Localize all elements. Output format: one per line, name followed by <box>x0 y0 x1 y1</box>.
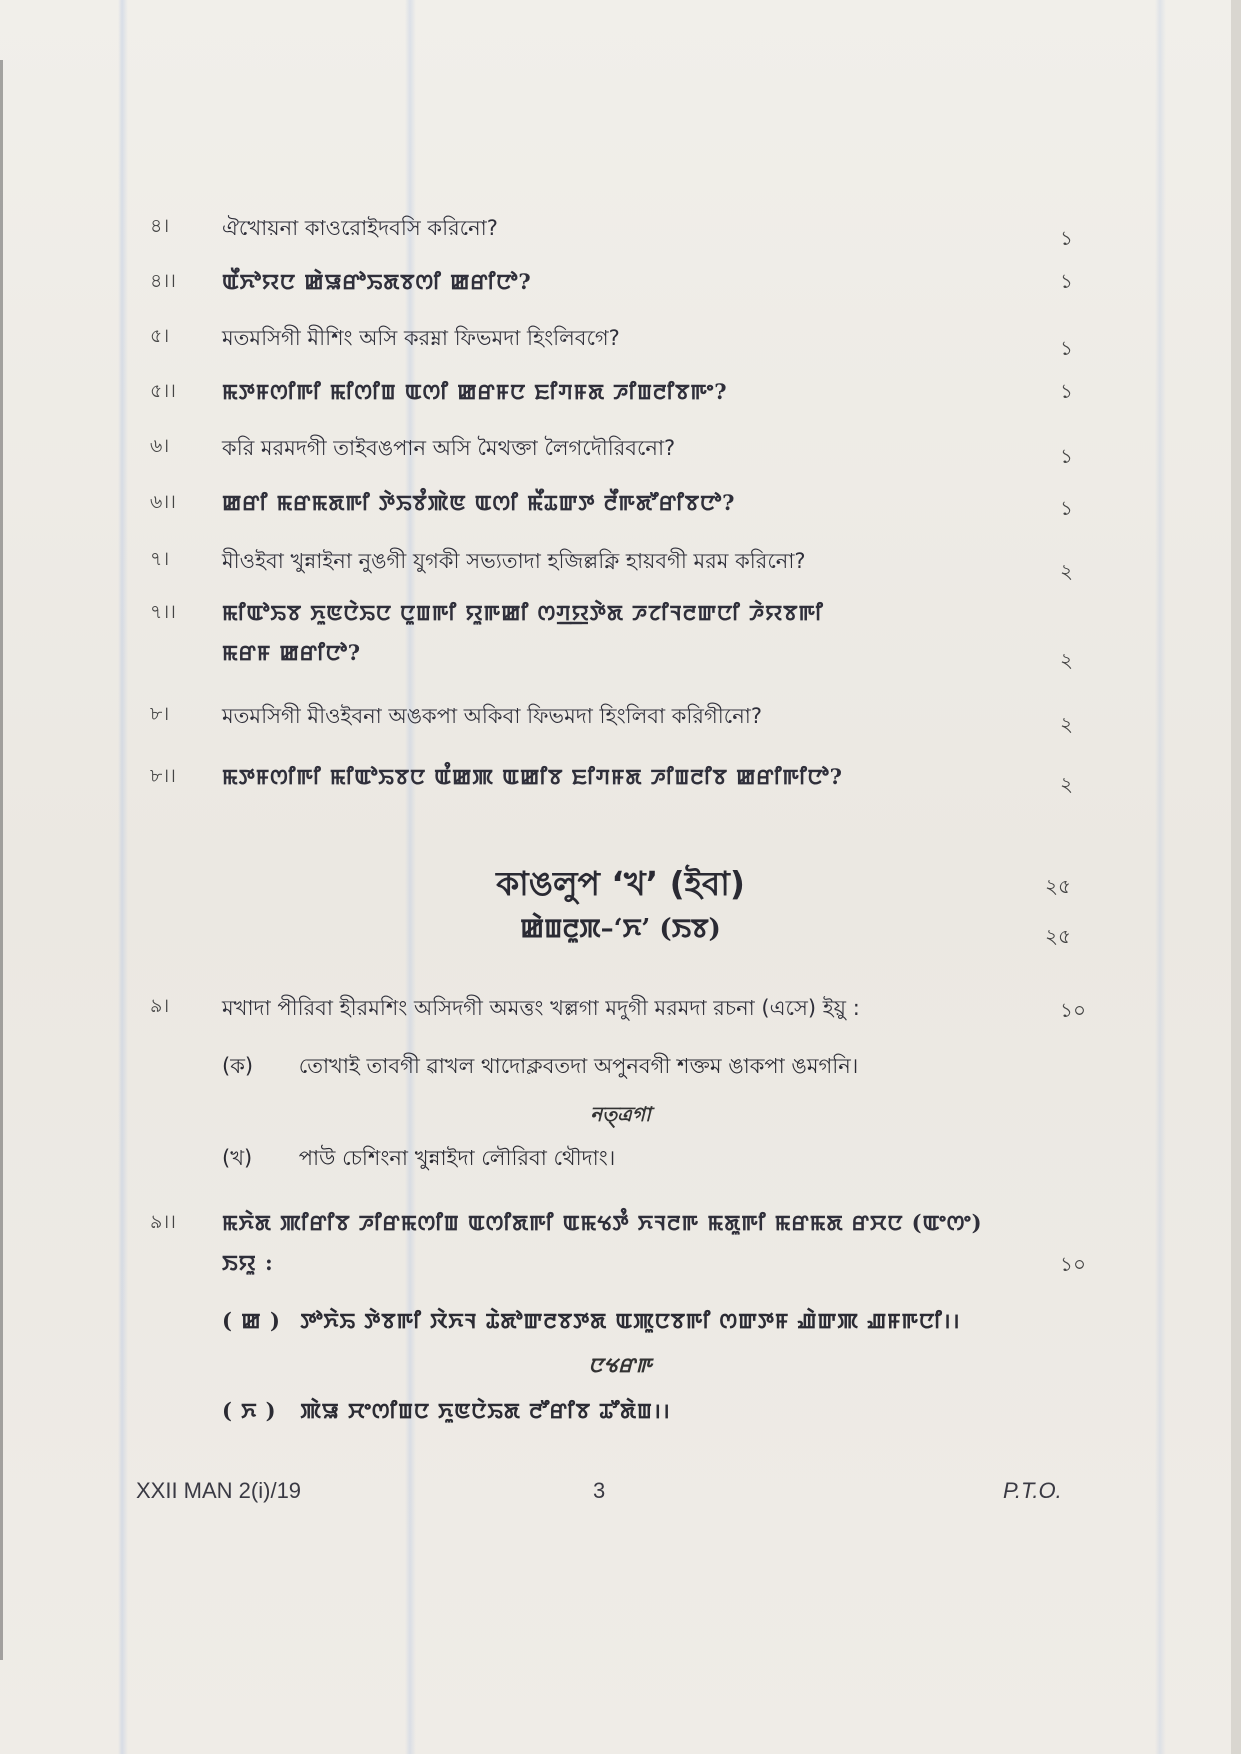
question-text: মখাদা পীরিবা হীরমশিং অসিদগী অমত্তং খল্লগা মদুগী মরমদা রচনা (এসে) ইয়ু : <box>222 996 860 1020</box>
option-label: (খ) <box>222 1146 253 1170</box>
option-text: তোখাই তাবগী ৱাখল থাদোক্লবতদা অপুনবগী শক্তম ঙাকপা ঙমগনি। <box>298 1054 859 1078</box>
question-number: ৭।। <box>150 601 176 623</box>
question-marks: ১০ <box>1060 998 1086 1022</box>
question-marks: ১ <box>1060 269 1073 293</box>
question-text: ঐখোয়না কাওরোইদবসি করিনো? <box>222 216 498 240</box>
option-a <box>222 1050 858 1085</box>
question-number: ৮। <box>150 703 170 725</box>
question-text-cont: ꯏꯌꯨ : <box>222 1250 274 1275</box>
question-text-cont: ꯃꯔꯝ ꯀꯔꯤꯅꯣ? <box>222 640 362 665</box>
question-number: ৫। <box>150 325 170 347</box>
question-text: ꯃꯈꯥꯗ ꯄꯤꯔꯤꯕ ꯍꯤꯔꯃꯁꯤꯡ ꯑꯁꯤꯗꯒꯤ ꯑꯃꯠꯇꯪ ꯈꯜꯂꯒ ꯃꯗꯨꯒꯤ ꯃꯔꯃꯗ ꯔꯆꯅ (ꯑꯦꯁꯦ) <box>222 1210 983 1235</box>
pto-label: P.T.O. <box>1003 1478 1062 1503</box>
option-label: ( ꯀ ) <box>222 1308 281 1333</box>
question-row <box>0 267 1241 307</box>
question-row <box>0 545 1241 585</box>
question-marks: ১ <box>1060 379 1073 403</box>
page-number: 3 <box>593 1478 606 1503</box>
question-row <box>0 322 1241 362</box>
question-row <box>0 598 1241 688</box>
question-row <box>0 700 1241 740</box>
question-text: ꯃꯇꯝꯁꯤꯒꯤ ꯃꯤꯁꯤꯡ ꯑꯁꯤ ꯀꯔꯝꯅ ꯐꯤꯚꯝꯗ ꯍꯤꯡꯂꯤꯕꯒꯦ? <box>222 379 728 404</box>
question-row <box>0 992 1241 1032</box>
option-label: (ক) <box>222 1054 254 1078</box>
question-number: ৫।। <box>150 380 176 402</box>
option-a-meitei <box>222 1306 961 1335</box>
question-marks: ২ <box>1060 648 1074 672</box>
question-number: ৭। <box>150 548 170 570</box>
question-number: ৯।। <box>150 1211 176 1233</box>
question-text: ꯑꯩꯈꯣꯌꯅ ꯀꯥꯎꯔꯣꯢꯗꯕꯁꯤ ꯀꯔꯤꯅꯣ? <box>222 269 532 294</box>
question-marks: ১ <box>1060 496 1073 520</box>
question-row <box>0 212 1241 252</box>
section-title: কাঙলুপ ‘খ’ (ইবা) <box>496 864 745 903</box>
or-divider: নত্ত্রগা <box>590 1102 651 1126</box>
question-row <box>0 488 1241 528</box>
question-row <box>0 762 1241 802</box>
question-marks: ১ <box>1060 226 1073 250</box>
question-number: ৯। <box>150 995 170 1017</box>
section-marks: ২৫ <box>1045 874 1071 898</box>
option-text: পাউ চেশিংনা খুন্নাইদা লৌরিবা থৌদাং। <box>298 1146 616 1170</box>
option-text: ꯇꯣꯈꯥꯢ ꯇꯥꯕꯒꯤ ꯋꯥꯈꯜ ꯊꯥꯗꯣꯛꯂꯕꯇꯗ ꯑꯄꯨꯅꯕꯒꯤ ꯁꯛꯇꯝ ꯉꯥꯛꯄ ꯉꯝꯒꯅꯤ।। <box>300 1308 961 1333</box>
question-row <box>0 432 1241 472</box>
question-row <box>0 1208 1241 1298</box>
option-text: ꯄꯥꯎ ꯆꯦꯁꯤꯡꯅ ꯈꯨꯟꯅꯥꯢꯗ ꯂꯧꯔꯤꯕ ꯊꯧꯗꯥꯡ।। <box>300 1398 671 1423</box>
question-text: মতমসিগী মীশিং অসি করম্না ফিভমদা হিংলিবগে? <box>222 326 620 350</box>
question-marks: ১ <box>1060 444 1073 468</box>
question-marks: ২ <box>1060 712 1074 736</box>
question-text: মতমসিগী মীওইবনা অঙকপা অকিবা ফিভমদা হিংলিবা করিগীনো? <box>222 704 762 728</box>
question-text: মীওইবা খুন্নাইনা নুঙগী যুগকী সভ্যতাদা হজিল্লক্নি হায়বগী মরম করিনো? <box>222 549 806 573</box>
question-text: করি মরমদগী তাইবঙপান অসি মৈথক্তা লৈগদৌরিবনো? <box>222 436 676 460</box>
question-number: ৬। <box>150 435 170 457</box>
question-number: ৮।। <box>150 765 176 787</box>
question-marks: ১ <box>1060 336 1073 360</box>
question-number: ৬।। <box>150 491 176 513</box>
section-title-meitei: ꯀꯥꯡꯂꯨꯞ–‘ꯈ’ (ꯏꯕ) <box>520 914 721 944</box>
question-row <box>0 377 1241 417</box>
question-text: ꯃꯇꯝꯁꯤꯒꯤ ꯃꯤꯑꯣꯢꯕꯅ ꯑꯪꯀꯄ ꯑꯀꯤꯕ ꯐꯤꯚꯝꯗ ꯍꯤꯡꯂꯤꯕ ꯀꯔꯤꯒꯤꯅꯣ? <box>222 764 843 789</box>
question-number: ৪।। <box>150 270 176 292</box>
option-b-meitei <box>222 1396 671 1425</box>
question-text: ꯃꯤꯑꯣꯢꯕ ꯈꯨꯟꯅꯥꯢꯅ ꯅꯨꯡꯒꯤ ꯌꯨꯒꯀꯤ ꯁꯚ꯭ꯌꯇꯥꯗ ꯍꯖꯤꯜꯂꯛꯅꯤ ꯍꯥꯌꯕꯒꯤ <box>222 600 824 625</box>
paper-code: XXII MAN 2(i)/19 <box>136 1478 302 1503</box>
question-marks: ২ <box>1060 559 1074 583</box>
question-marks: ২ <box>1060 772 1074 796</box>
option-b <box>222 1142 615 1177</box>
question-text: ꯀꯔꯤ ꯃꯔꯃꯗꯒꯤ ꯇꯥꯢꯕꯪꯄꯥꯟ ꯑꯁꯤ ꯃꯩꯊꯛꯇ ꯂꯩꯒꯗꯧꯔꯤꯕꯅꯣ? <box>222 490 736 515</box>
or-divider-meitei: ꯅꯠꯔꯒ <box>588 1353 653 1377</box>
option-label: ( ꯈ ) <box>222 1398 277 1423</box>
question-marks: ১০ <box>1060 1252 1086 1276</box>
section-marks-meitei: ২৫ <box>1045 924 1071 948</box>
question-number: ৪। <box>150 215 170 237</box>
